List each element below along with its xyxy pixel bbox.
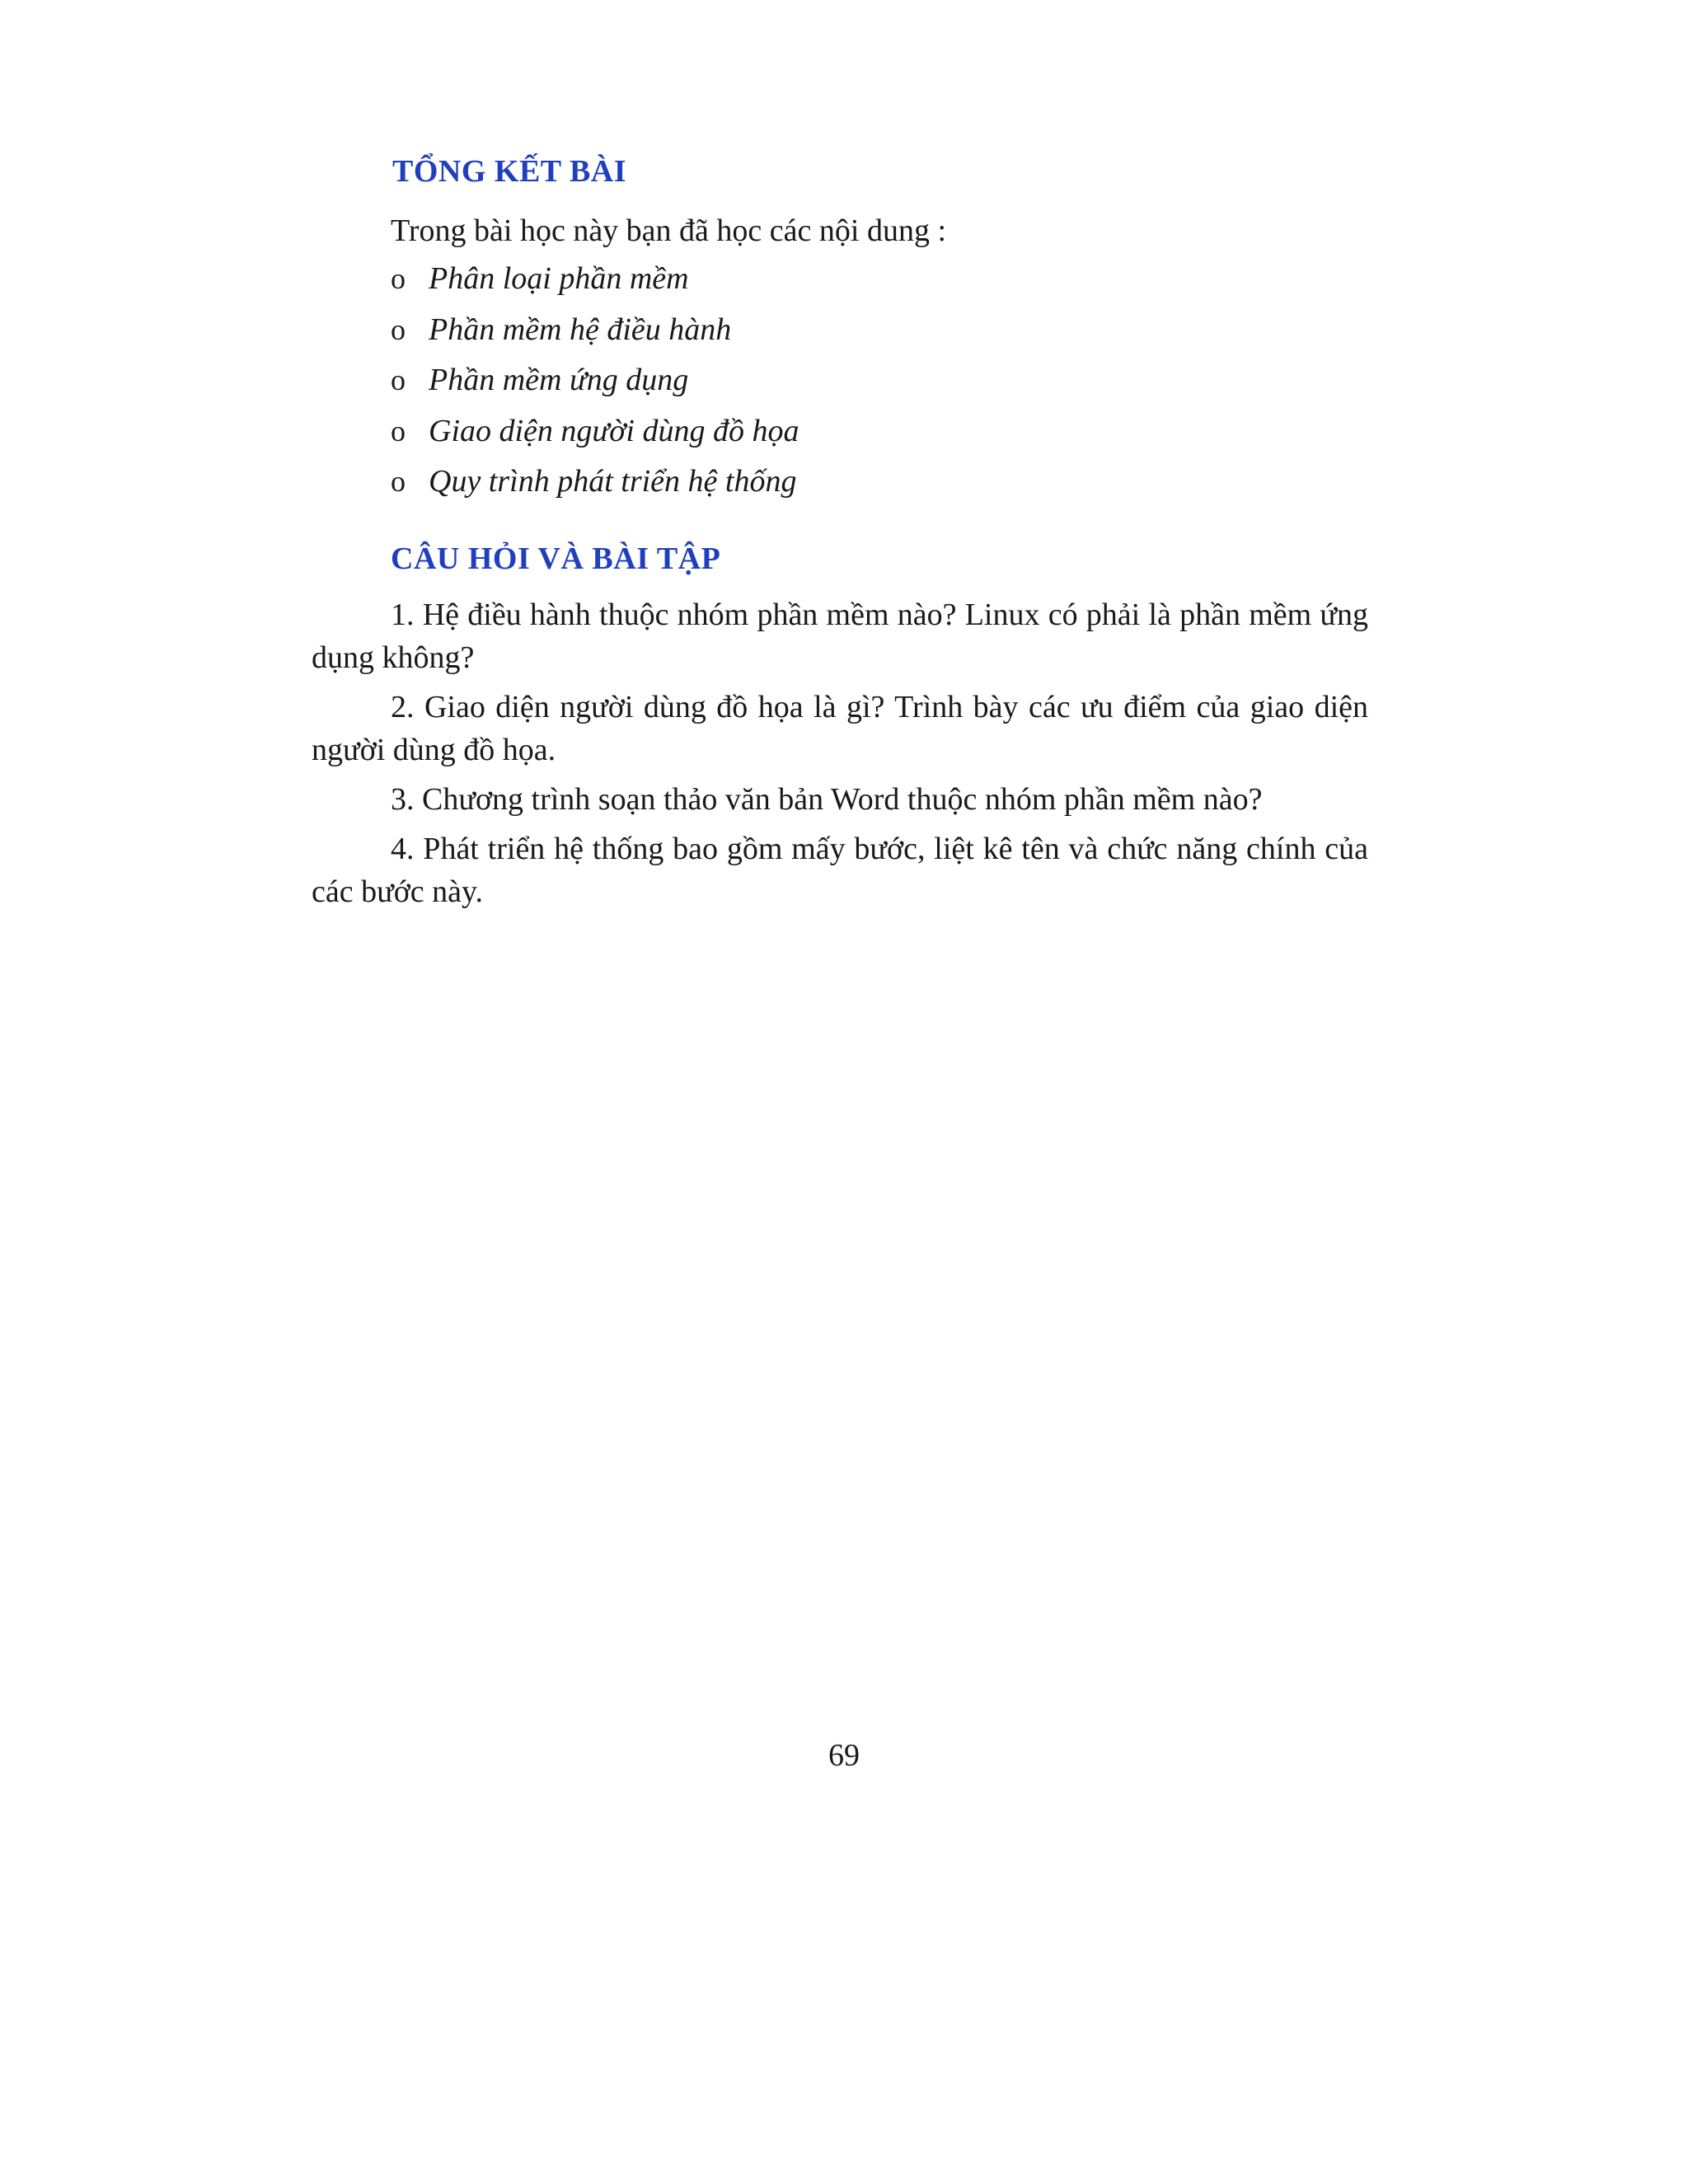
- questions-list: [312, 593, 1368, 920]
- summary-item-text: Phân loại phần mềm: [429, 261, 689, 296]
- page-number: 69: [828, 1738, 860, 1773]
- question-item: 3. Chương trình soạn thảo văn bản Word thuộc nhóm phần mềm nào?: [391, 782, 1263, 817]
- summary-list-item: [391, 463, 799, 514]
- summary-item-text: Phần mềm hệ điều hành: [429, 312, 732, 347]
- question-item: 4. Phát triển hệ thống bao gồm mấy bước, liệt kê tên và chức năng chính của các bước này.: [312, 832, 1368, 909]
- bullet-marker: o: [391, 312, 406, 346]
- question-item: 2. Giao diện người dùng đồ họa là gì? Trình bày các ưu điểm của giao diện người dùng đồ họa.: [312, 690, 1368, 767]
- summary-list-item: [391, 260, 799, 312]
- question-item: 1. Hệ điều hành thuộc nhóm phần mềm nào? Linux có phải là phần mềm ứng dụng không?: [312, 598, 1368, 675]
- bullet-marker: o: [391, 262, 406, 295]
- summary-item-text: Phần mềm ứng dụng: [429, 363, 689, 397]
- summary-intro: Trong bài học này bạn đã học các nội dung :: [391, 213, 946, 248]
- summary-list: [391, 260, 799, 514]
- summary-heading: TỔNG KẾT BÀI: [392, 154, 627, 189]
- summary-item-text: Quy trình phát triển hệ thống: [429, 464, 797, 499]
- summary-item-text: Giao diện người dùng đồ họa: [429, 413, 799, 448]
- summary-list-item: [391, 413, 799, 464]
- summary-list-item: [391, 312, 799, 363]
- bullet-marker: o: [391, 465, 406, 498]
- bullet-marker: o: [391, 363, 406, 396]
- questions-heading: CÂU HỎI VÀ BÀI TẬP: [391, 541, 721, 576]
- summary-list-item: [391, 362, 799, 413]
- bullet-marker: o: [391, 414, 406, 448]
